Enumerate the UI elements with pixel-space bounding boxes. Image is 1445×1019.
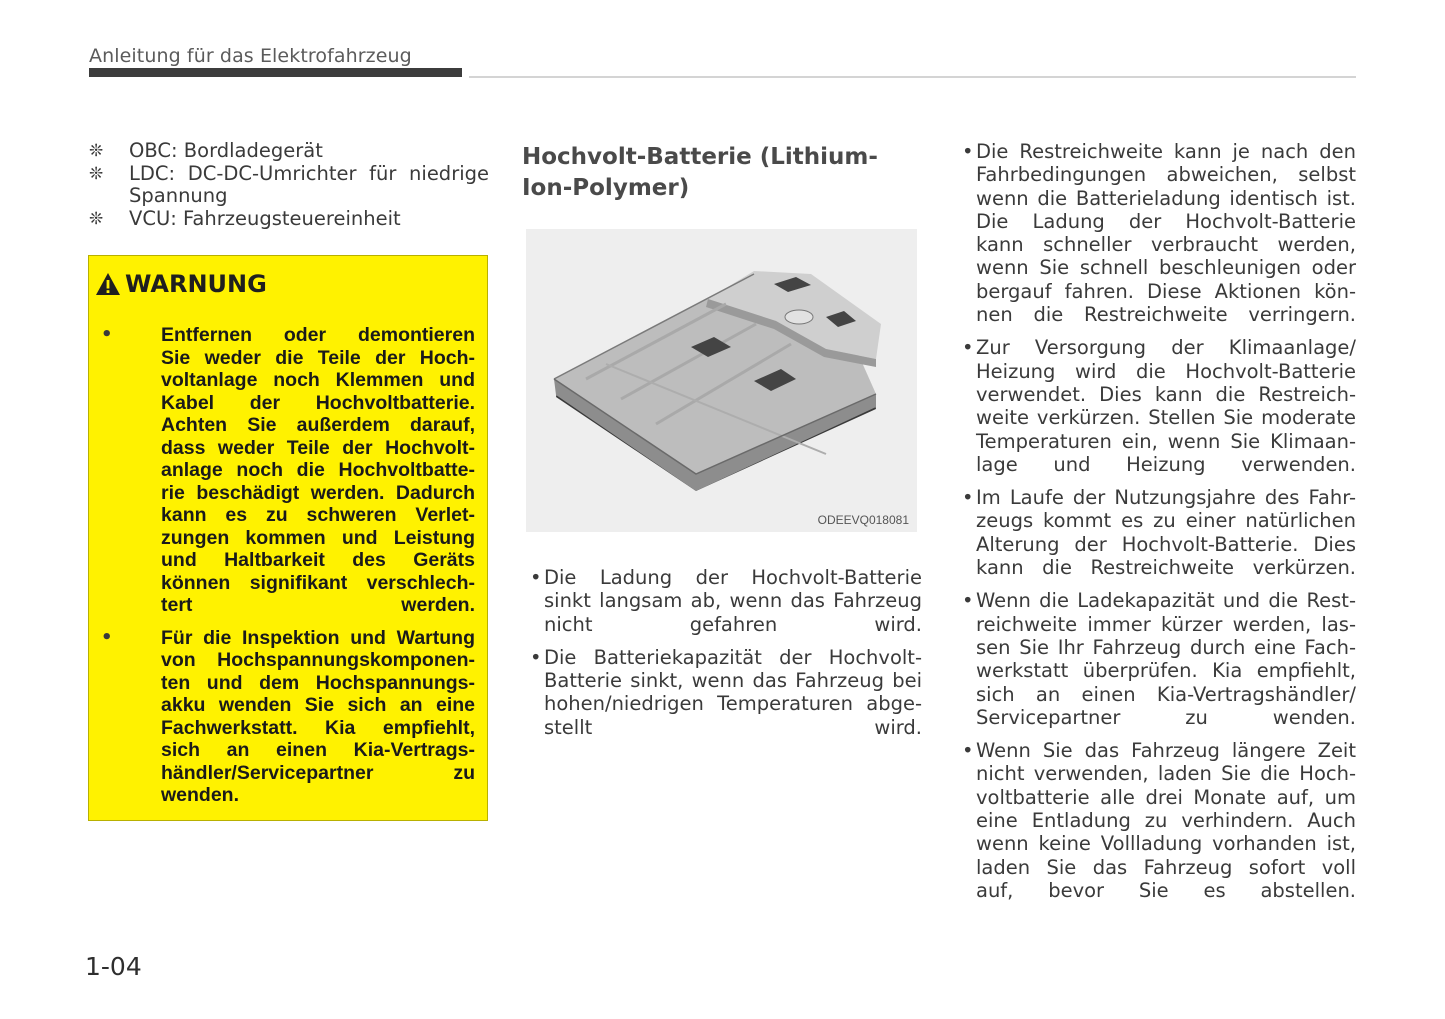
warning-heading [95, 270, 267, 298]
warning-item [99, 324, 475, 617]
range-notes-list [958, 140, 1356, 912]
warning-box [88, 255, 488, 821]
list-item [958, 739, 1356, 902]
note-text: VCU: Fahrzeugsteuereinheit [129, 206, 401, 230]
bullet-icon: • [962, 739, 974, 763]
bullet-icon: • [101, 626, 113, 648]
list-item-text: Im Laufe der Nutzungsjahre des Fahr- zeugs kommt es zu einer natürlichen Alterung der Hochvolt-Batterie. Dies kann die Restreichweite verkürzen. [976, 486, 1356, 580]
warning-title: WARNUNG [125, 270, 267, 298]
page-number: 1-04 [85, 952, 142, 981]
list-item [958, 486, 1356, 579]
battery-figure [526, 229, 917, 532]
figure-code: ODEEVQ018081 [817, 513, 909, 527]
list-item [958, 589, 1356, 729]
list-item-text: Wenn die Ladekapazität und die Rest- reichweite immer kürzer werden, las- sen Sie Ihr Fahrzeug durch eine Fach- werkstatt überprüfen. Kia empfiehlt, sich an einen Kia-Vertragshändler/ Servicepartner zu wenden. [976, 589, 1356, 729]
list-item-text: Die Ladung der Hochvolt-Batterie sinkt langsam ab, wenn das Fahrzeug nicht gefahren wird. [544, 566, 922, 636]
list-item-text: Die Batteriekapazität der Hochvolt- Batterie sinkt, wenn das Fahrzeug bei hohen/niedrigen Temperaturen abge- stellt wird. [544, 645, 922, 739]
bullet-icon: • [962, 589, 974, 613]
list-item-text: Zur Versorgung der Klimaanlage/ Heizung wird die Hochvolt-Batterie verwendet. Dies kann die Restreich- weite verkürzen. Stellen Sie moderate Temperaturen ein, wenn Sie Klimaan- lage und Heizung verwenden. [976, 336, 1356, 476]
bullet-icon: • [962, 486, 974, 510]
header-rule-light [469, 76, 1356, 78]
abbreviation-notes [89, 140, 489, 230]
bullet-icon: • [530, 645, 542, 669]
section-heading: Hochvolt-Batterie (Lithium-Ion-Polymer) [522, 144, 878, 201]
warning-text: Entfernen oder demontieren Sie weder die Teile der Hoch- voltanlage noch Klemmen und Kabel der Hochvoltbatterie. Achten Sie außerdem darauf, dass weder Teile der Hochvolt- anlage noch die Hochvoltbatte- rie beschädigt werden. Dadurch kann es zu schweren Verlet- zungen kommen und Leistung und Haltbarkeit des Geräts können signifikant verschlech- tert werden. [161, 324, 475, 616]
asterism-icon: ❊ [89, 141, 104, 161]
list-item-text: Die Restreichweite kann je nach den Fahrbedingungen abweichen, selbst wenn die Batterieladung identisch ist. Die Ladung der Hochvolt-Batterie kann schneller verbraucht werden, wenn Sie schnell beschleunigen oder bergauf fahren. Diese Aktionen kön- nen die Restreichweite verringern. [976, 140, 1356, 327]
list-item [958, 336, 1356, 476]
warning-item [99, 627, 475, 807]
bullet-icon: • [530, 566, 542, 589]
battery-pack-illustration [526, 229, 917, 532]
list-item-text: Wenn Sie das Fahrzeug längere Zeit nicht verwenden, laden Sie die Hoch- voltbatterie alle drei Monate auf, um eine Entladung zu verhindern. Auch wenn keine Vollladung vorhanden ist, laden Sie das Fahrzeug sofort voll auf, bevor Sie es abstellen. [976, 739, 1356, 902]
asterism-icon: ❊ [89, 208, 104, 229]
list-item [958, 140, 1356, 326]
bullet-icon: • [962, 336, 974, 360]
warning-list [99, 324, 475, 817]
note-text: OBC: Bordladegerät [129, 139, 323, 162]
warning-triangle-icon [95, 272, 121, 296]
running-header: Anleitung für das Elektrofahrzeug [89, 45, 412, 67]
battery-notes-list [526, 566, 922, 749]
note-item [89, 208, 489, 231]
bullet-icon: • [101, 324, 113, 345]
note-text: LDC: DC-DC-Umrichter für niedrige Spannung [129, 161, 489, 207]
asterism-icon: ❊ [89, 163, 104, 184]
list-item [526, 566, 922, 636]
note-item [89, 163, 489, 208]
warning-text: Für die Inspektion und Wartung von Hochspannungskomponen- ten und dem Hochspannungs- akku wenden Sie sich an eine Fachwerkstatt. Kia empfiehlt, sich an einen Kia-Vertrags- händler/Servicepartner zu wenden. [161, 626, 475, 806]
header-rule-dark [89, 68, 462, 77]
bullet-icon: • [962, 140, 974, 163]
list-item [526, 646, 922, 739]
note-item [89, 140, 489, 163]
